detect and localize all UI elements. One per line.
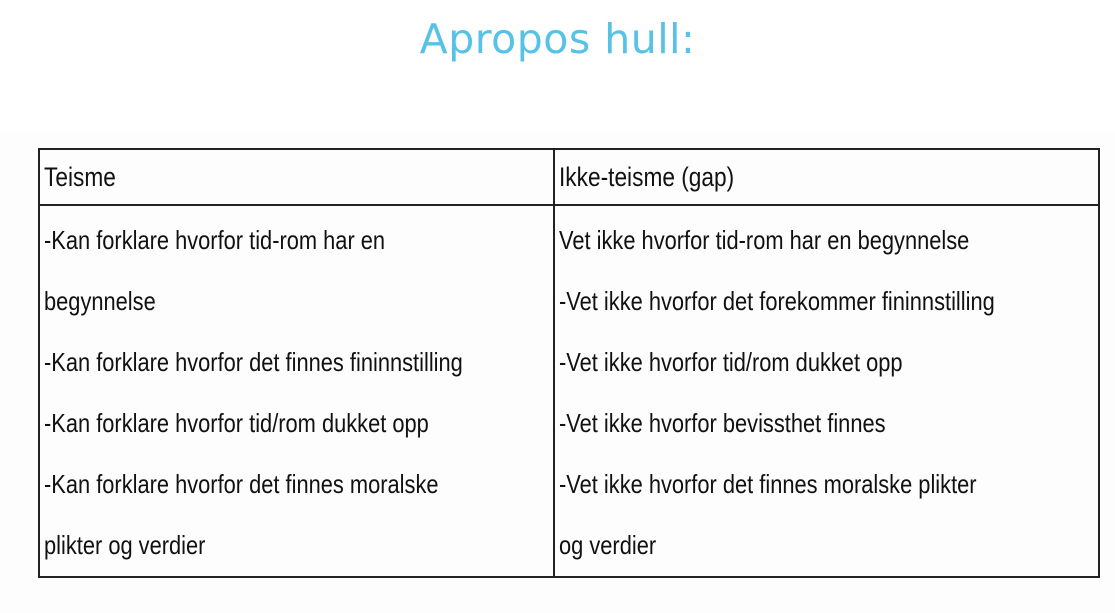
list-item: -Vet ikke hvorfor tid/rom dukket opp <box>559 347 903 377</box>
list-item: Vet ikke hvorfor tid-rom har en begynnelse <box>559 225 970 255</box>
list-item: -Kan forklare hvorfor tid-rom har en <box>44 225 386 255</box>
table-header-row <box>39 149 1099 205</box>
list-item: plikter og verdier <box>44 530 206 560</box>
list-item: -Vet ikke hvorfor bevissthet finnes <box>559 408 886 438</box>
slide-title: Apropos hull: <box>419 15 696 63</box>
list-item: -Kan forklare hvorfor det finnes fininnstilling <box>44 347 463 377</box>
list-item: og verdier <box>559 530 657 560</box>
ikke-teisme-cell <box>554 205 1099 577</box>
teisme-cell <box>39 205 554 577</box>
table-body-row <box>39 205 1099 577</box>
list-item: -Kan forklare hvorfor tid/rom dukket opp <box>44 408 429 438</box>
list-item: -Kan forklare hvorfor det finnes moralske <box>44 469 439 499</box>
list-item: -Vet ikke hvorfor det finnes moralske plikter <box>559 469 977 499</box>
header-teisme: Teisme <box>39 149 554 205</box>
list-item: -Vet ikke hvorfor det forekommer fininnstilling <box>559 286 995 316</box>
list-item: begynnelse <box>44 286 156 316</box>
header-ikke-teisme: Ikke-teisme (gap) <box>554 149 1099 205</box>
comparison-table <box>38 148 1100 578</box>
comparison-table-image <box>0 132 1115 613</box>
